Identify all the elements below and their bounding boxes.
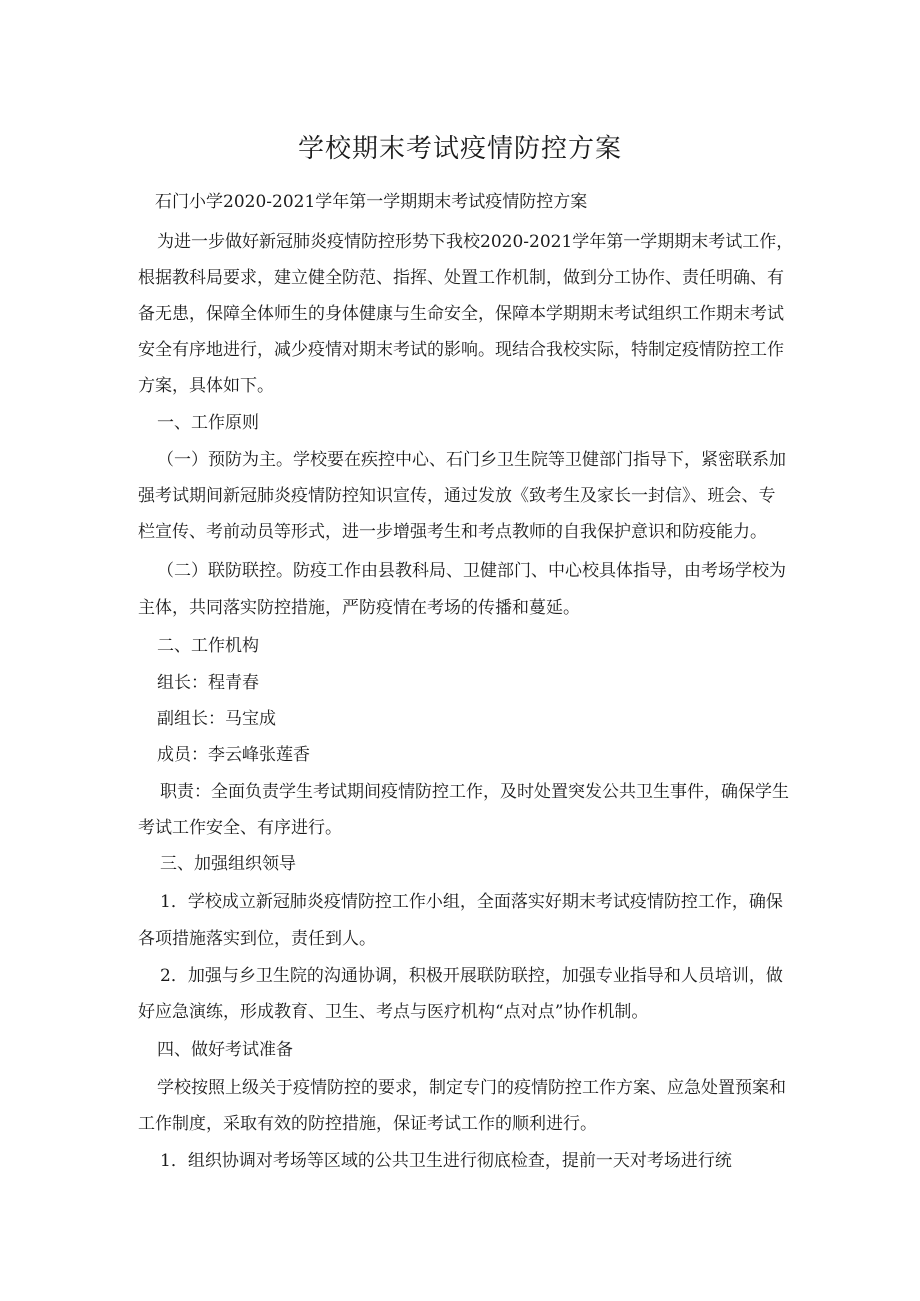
prep-line: 工作制度，采取有效的防控措施，保证考试工作的顺利进行。	[138, 1114, 597, 1134]
deputy-line: 副组长：马宝成	[157, 709, 276, 729]
list-item: 各项措施落实到位，责任到人。	[138, 929, 376, 949]
section-heading: 二、工作机构	[157, 636, 259, 656]
section-heading: 四、做好考试准备	[157, 1040, 293, 1060]
list-item: 1．学校成立新冠肺炎疫情防控工作小组，全面落实好期末考试疫情防控工作，确保	[160, 892, 783, 912]
page-title: 学校期末考试疫情防控方案	[297, 134, 622, 164]
intro-line: 方案，具体如下。	[138, 376, 274, 396]
subtitle: 石门小学2020-2021学年第一学期期末考试疫情防控方案	[155, 192, 588, 212]
section-heading: 一、工作原则	[157, 413, 259, 433]
leader-line: 组长：程青春	[157, 673, 259, 693]
members-line: 成员：李云峰张莲香	[157, 745, 310, 765]
list-item: 2．加强与乡卫生院的沟通协调，积极开展联防联控，加强专业指导和人员培训，做	[160, 966, 783, 986]
duty-line: 考试工作安全、有序进行。	[138, 818, 342, 838]
principle-line: 栏宣传、考前动员等形式，进一步增强考生和考点教师的自我保护意识和防疫能力。	[138, 522, 767, 542]
section-heading: 三、加强组织领导	[160, 854, 296, 874]
intro-line: 根据教科局要求，建立健全防范、指挥、处置工作机制，做到分工协作、责任明确、有	[138, 268, 784, 288]
prep-line: 学校按照上级关于疫情防控的要求，制定专门的疫情防控工作方案、应急处置预案和	[157, 1078, 786, 1098]
intro-line: 为进一步做好新冠肺炎疫情防控形势下我校2020-2021学年第一学期期末考试工作，	[157, 232, 794, 252]
principle-line: （二）联防联控。防疫工作由县教科局、卫健部门、中心校具体指导，由考场学校为	[157, 561, 786, 581]
list-item: 好应急演练，形成教育、卫生、考点与医疗机构“点对点”协作机制。	[138, 1002, 649, 1022]
principle-line: 强考试期间新冠肺炎疫情防控知识宣传，通过发放《致考生及家长一封信》、班会、专	[138, 486, 776, 506]
principle-line: 主体，共同落实防控措施，严防疫情在考场的传播和蔓延。	[138, 598, 580, 618]
principle-line: （一）预防为主。学校要在疾控中心、石门乡卫生院等卫健部门指导下，紧密联系加	[157, 450, 786, 470]
list-item: 1．组织协调对考场等区域的公共卫生进行彻底检查，提前一天对考场进行统	[160, 1151, 732, 1171]
duty-line: 职责：全面负责学生考试期间疫情防控工作，及时处置突发公共卫生事件，确保学生	[160, 782, 789, 802]
intro-line: 备无患，保障全体师生的身体健康与生命安全，保障本学期期末考试组织工作期末考试	[138, 304, 784, 324]
intro-line: 安全有序地进行，减少疫情对期末考试的影响。现结合我校实际，特制定疫情防控工作	[138, 340, 784, 360]
